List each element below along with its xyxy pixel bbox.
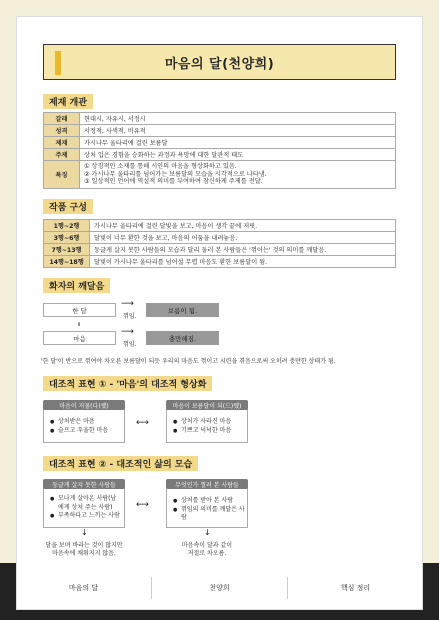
contrast2-right-item: ● 상처를 받아 본 사람 (173, 497, 245, 506)
realization-note: '한 달'이 반으로 꺾여야 차오른 보름달이 되듯 우리의 마음도 꺾이고 시련을 겪음으로써 오히려 충만한 상태가 됨. (41, 358, 336, 365)
table-row (44, 244, 396, 256)
row-label: 특징 (44, 161, 80, 189)
row-label: 1행~2행 (44, 220, 90, 232)
contrast2-right-item: ● 꺾임의 의미를 깨달은 사람 (173, 506, 245, 523)
contrast2-right-outcome-text: 마음속이 달과 같이 저절로 차오름. (181, 542, 233, 557)
row-value: 현대시, 자유시, 서정시 (80, 113, 396, 125)
overview-table (43, 112, 396, 189)
realization-row1-left: 한 달 (43, 303, 116, 317)
contrast2-left-outcome (35, 542, 133, 558)
arrow-down-icon: ↓ (81, 528, 88, 537)
row-label: 성격 (44, 125, 80, 137)
contrast2-left-outcome-text: 달을 보며 바라는 것이 많지만 마음속에 채워지지 않음. (45, 542, 123, 557)
footer-tab-author[interactable]: 천양희 (152, 577, 288, 599)
realization-equal-sign: ॥ (77, 321, 81, 328)
row-value: 서정적, 사색적, 비유적 (80, 125, 396, 137)
table-row (44, 161, 396, 189)
contrast1-left-item: ● 슬프고 우울한 마음 (50, 427, 108, 436)
contrast1-left-header: 마음이 저물(다)쨌) (43, 400, 125, 410)
row-value: 가시나무 울타리에 걸린 보름달 (80, 137, 396, 149)
realization-row2-arrow-label: 꺾임. (123, 341, 137, 348)
row-label: 제재 (44, 137, 80, 149)
section-heading-contrast1: 대조적 표현 ① - '마음'의 대조적 형상화 (43, 376, 212, 391)
row-label: 14행~18행 (44, 256, 90, 268)
row-label: 3행~6행 (44, 232, 90, 244)
contrast1-left-panel (43, 405, 125, 443)
row-value: 가시나무 울타리에 걸린 달빛을 보고, 마음이 생각 끝에 저릿. (90, 220, 396, 232)
contrast1-right-item: ● 기쁘고 넉넉한 마음 (173, 427, 231, 436)
contrast2-left-item: ● 부족하다고 느끼는 사람 (50, 512, 122, 521)
section-heading-contrast2: 대조적 표현 ② - 대조적인 삶의 모습 (43, 456, 198, 471)
double-arrow-icon: ⟷ (136, 500, 149, 510)
table-row (44, 149, 396, 161)
arrow-right-icon: ⟶ (121, 299, 134, 309)
title-accent-bar (55, 51, 61, 75)
table-row (44, 137, 396, 149)
table-row (44, 220, 396, 232)
page-title: 마음의 달(천양희) (164, 56, 275, 72)
row-value: 달빛이 너무 환한 것을 보고, 마음의 어둠을 내려놓음. (90, 232, 396, 244)
row-label: 갈래 (44, 113, 80, 125)
realization-row1-arrow-label: 꺾임. (123, 313, 137, 320)
footer-tab-summary[interactable]: 핵심 정리 (340, 584, 371, 592)
realization-row2-left: 마음 (43, 331, 116, 345)
table-row (44, 113, 396, 125)
footer-tabs (16, 577, 423, 599)
arrow-down-icon: ↓ (204, 528, 211, 537)
row-value: ① 상징적인 소재를 통해 시인의 마음을 형상화하고 있음. ② 가시나무 울타리를 넘어가는 보름달의 모습을 시각적으로 나타냄. ③ 일상적인 언어에 역설적 의미를 부여하여 참신하게 주제를 전달. (80, 161, 396, 189)
contrast1-right-item: ● 상처가 사라진 마음 (173, 418, 231, 427)
section-heading-overview: 제재 개관 (43, 94, 93, 109)
contrast2-right-header: 무엇인가 찔려 본 사람들 (166, 479, 248, 489)
contrast2-left-item: ● 모나게 살아온 사람(남에게 상처 주는 사람) (50, 495, 122, 512)
arrow-right-icon: ⟶ (121, 327, 134, 337)
section-heading-structure: 작품 구성 (43, 199, 93, 214)
contrast1-right-panel (166, 405, 248, 443)
row-value: 둥글게 살지 못한 사람들의 모습과 달리 둘러 본 사람들은 '꺾이는' 것의 의미를 깨달음. (90, 244, 396, 256)
contrast2-left-panel (43, 484, 125, 528)
realization-row2-right: 충만해짐. (146, 331, 219, 345)
contrast1-left-item: ● 상처받은 마음 (50, 418, 108, 427)
section-heading-realization: 화자의 깨달음 (43, 278, 110, 293)
row-label: 7행~13행 (44, 244, 90, 256)
row-value: 상처 입은 경험을 승화하는 과정과 욕망에 대한 달관적 태도 (80, 149, 396, 161)
table-row (44, 256, 396, 268)
contrast2-right-panel (166, 484, 248, 528)
contrast2-left-header: 둥글게 살지 못한 사람들 (43, 479, 125, 489)
table-row (44, 232, 396, 244)
contrast1-right-header: 마음이 보름달이 되(드)쨌) (166, 400, 248, 410)
title-box (43, 44, 396, 80)
row-value: 달빛이 가시나무 울타리를 넘어설 무렵 마음도 환한 보름달이 됨. (90, 256, 396, 268)
footer-tab-title[interactable]: 마음의 달 (16, 577, 152, 599)
table-row (44, 125, 396, 137)
realization-row1-right: 보름이 됨. (146, 303, 219, 317)
row-label: 주제 (44, 149, 80, 161)
contrast2-right-outcome (158, 542, 256, 558)
structure-table (43, 219, 396, 268)
double-arrow-icon: ⟷ (136, 418, 149, 428)
